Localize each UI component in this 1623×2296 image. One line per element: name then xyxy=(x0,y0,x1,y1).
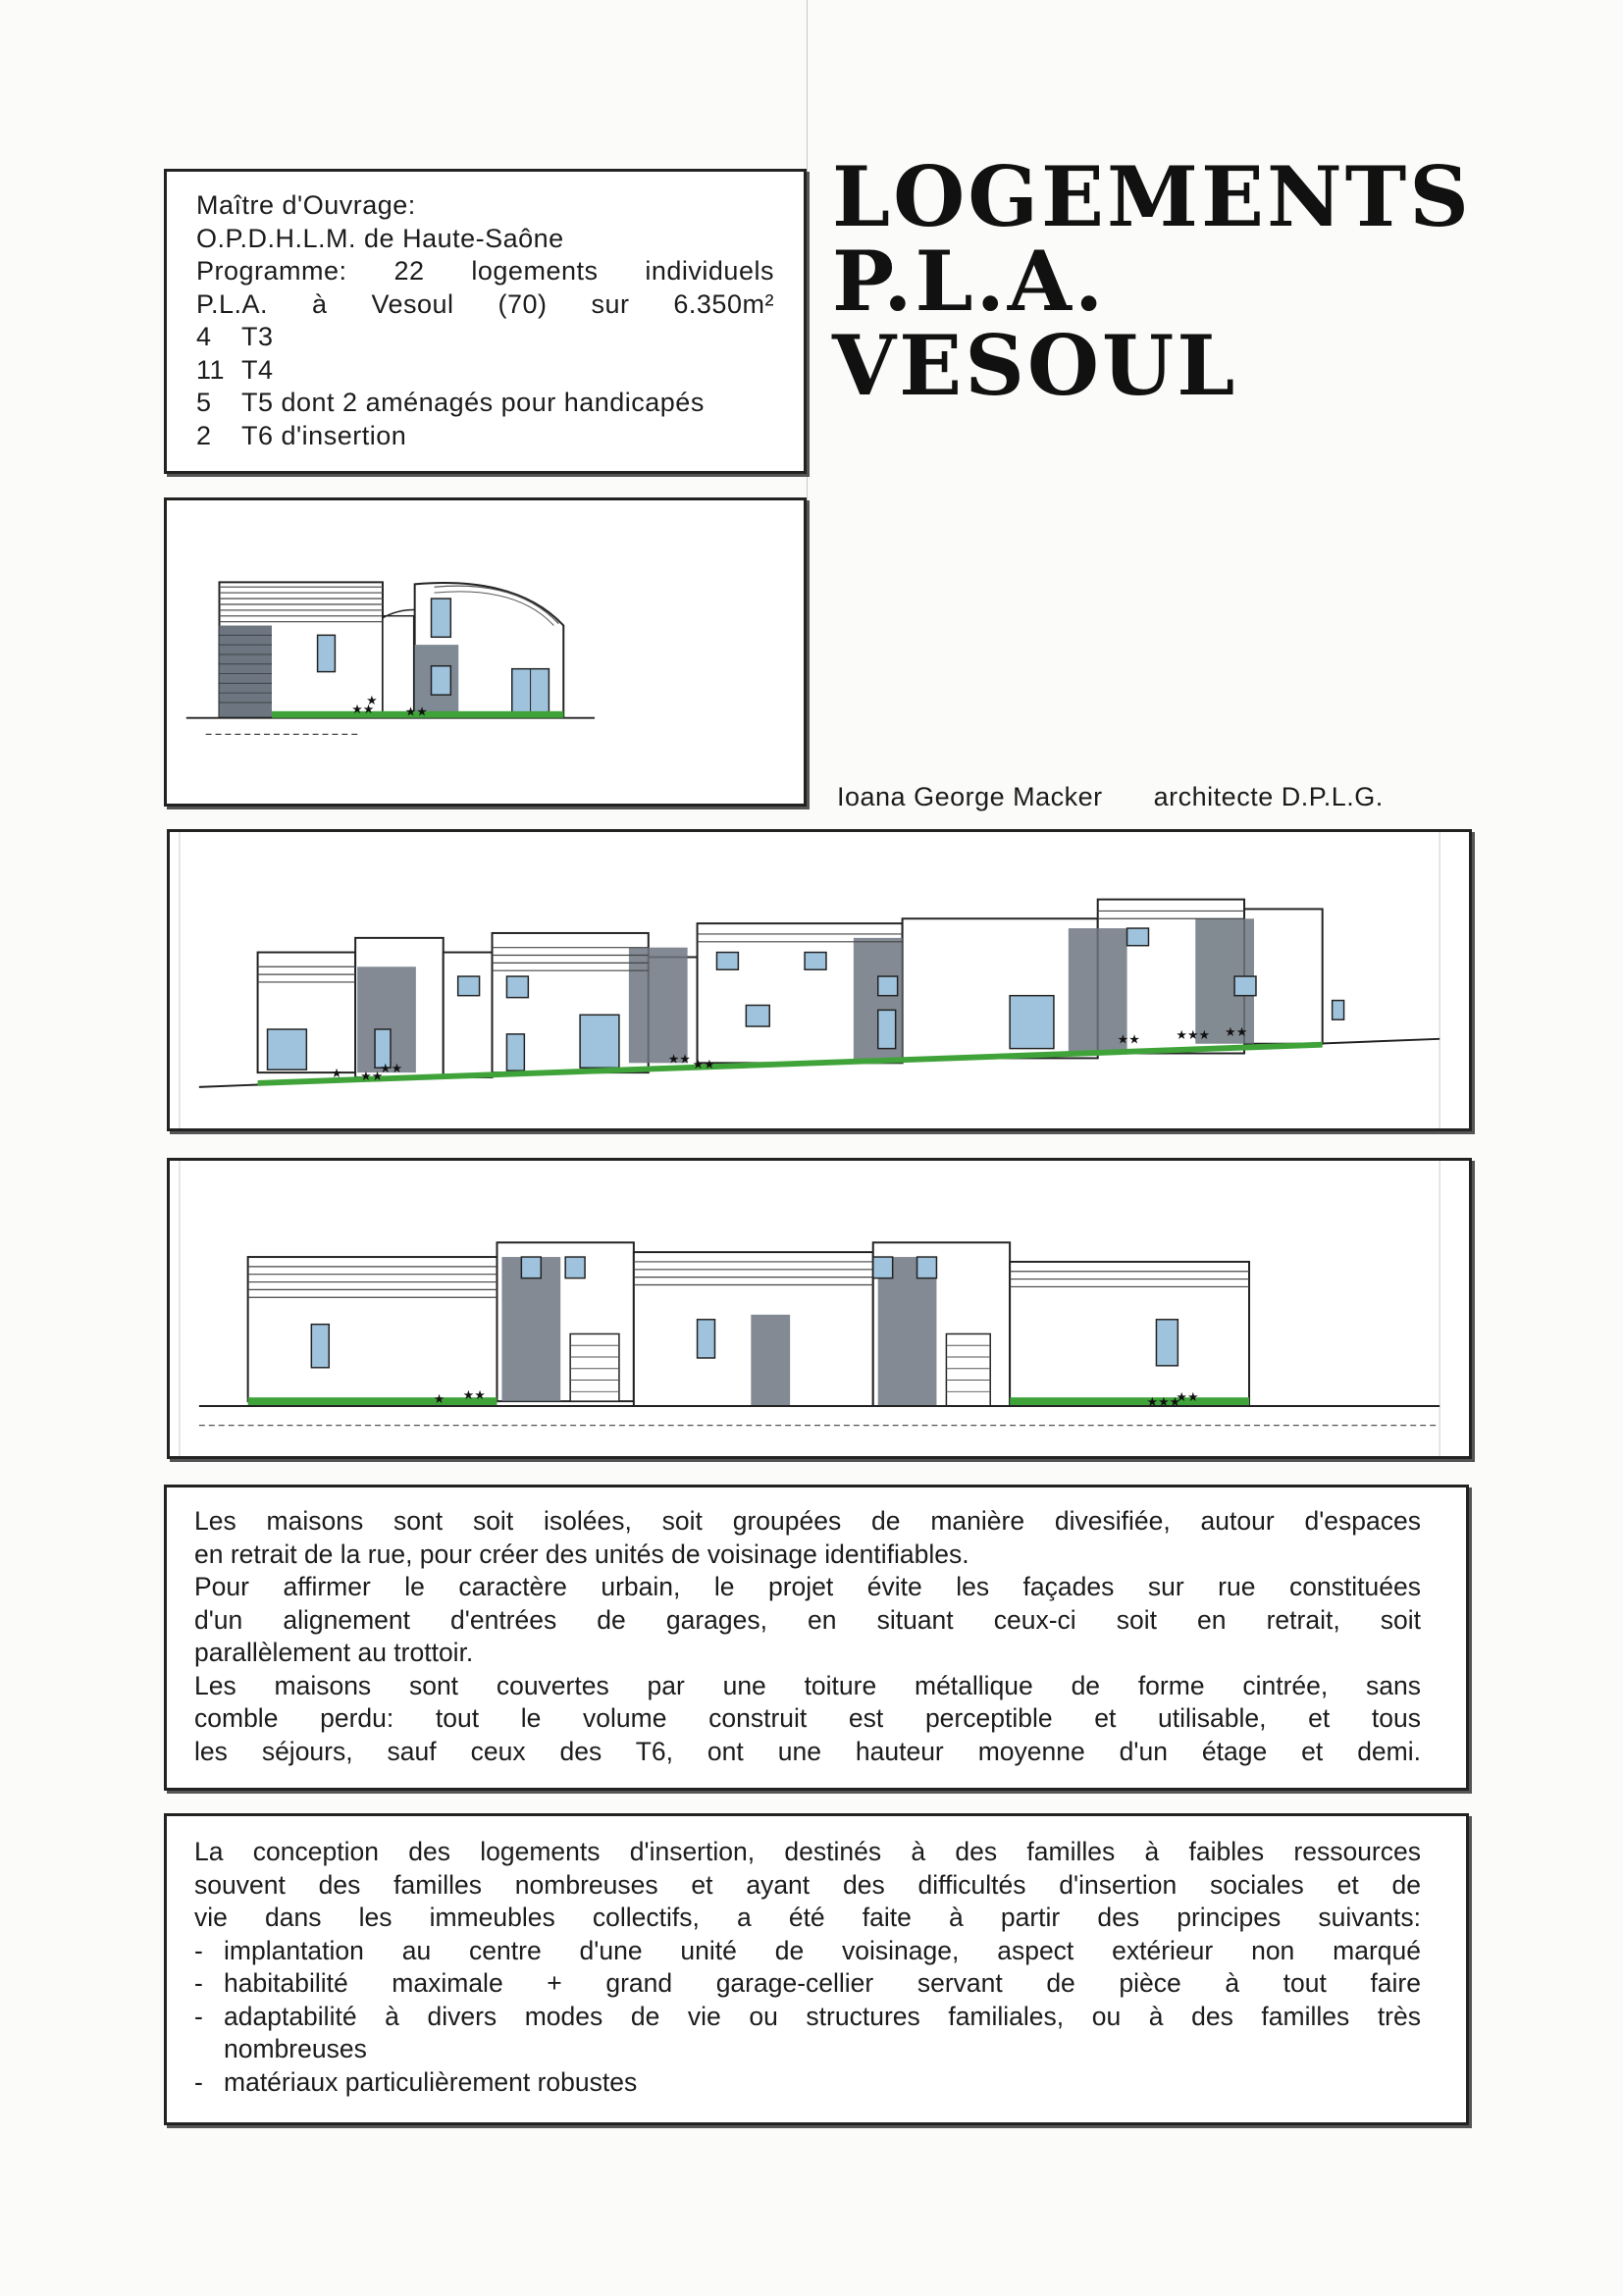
principle-item: - implantation au centre d'une unité de voisinage, aspect extérieur non marqué xyxy=(194,1935,1421,1965)
unit-type-row: 4 T3 xyxy=(196,322,274,351)
unit-type-row: 2 T6 d'insertion xyxy=(196,420,407,450)
svg-text:★: ★ xyxy=(433,1392,445,1408)
elevation-drawing-garden-row xyxy=(167,1158,1472,1459)
client-label: Maître d'Ouvrage: xyxy=(196,190,416,220)
svg-text:★★: ★★ xyxy=(360,1070,384,1084)
insertion-intro-line: vie dans les immeubles collectifs, a été faite à partir des principes suivants: xyxy=(194,1903,1421,1932)
page-fold-line xyxy=(807,0,808,805)
description-line: parallèlement au trottoir. xyxy=(194,1638,474,1667)
insertion-intro-line: La conception des logements d'insertion, destinés à des familles à faibles ressources xyxy=(194,1837,1421,1866)
program-info-box xyxy=(164,169,807,474)
svg-text:★★: ★★ xyxy=(692,1058,715,1073)
elevation-1-svg xyxy=(167,500,804,804)
description-line: Les maisons sont soit isolées, soit groupées de manière divesifiée, autour d'espaces xyxy=(194,1506,1421,1536)
project-description-box xyxy=(164,1485,1469,1791)
architect-credit xyxy=(837,782,1384,812)
description-line: Les maisons sont couvertes par une toiture métallique de forme cintrée, sans xyxy=(194,1670,1421,1700)
program-line: Programme: 22 logements individuels xyxy=(196,256,774,286)
svg-text:★★: ★★ xyxy=(404,704,428,720)
svg-text:★★: ★★ xyxy=(1176,1390,1199,1406)
svg-text:★: ★ xyxy=(331,1067,342,1082)
principle-item: - matériaux particulièrement robustes xyxy=(194,2066,638,2097)
svg-text:★★: ★★ xyxy=(351,702,375,717)
architect-title: architecte D.P.L.G. xyxy=(1153,782,1384,811)
principle-item: - adaptabilité à divers modes de vie ou structures familiales, ou à des familles très xyxy=(194,2001,1421,2031)
elevation-3-svg xyxy=(170,1161,1469,1456)
unit-type-row: 5 T5 dont 2 aménagés pour handicapés xyxy=(196,388,705,417)
description-line: en retrait de la rue, pour créer des unités de voisinage identifiables. xyxy=(194,1539,969,1569)
svg-text:★★: ★★ xyxy=(667,1052,691,1068)
svg-text:★★: ★★ xyxy=(1225,1024,1248,1040)
title-line-2: P.L.A. xyxy=(832,233,1107,330)
elevation-2-svg xyxy=(170,832,1469,1128)
unit-type-row: 11 T4 xyxy=(196,354,274,385)
principle-item: - habitabilité maximale + grand garage-cellier servant de pièce à tout faire xyxy=(194,1968,1421,1998)
insertion-principles-box xyxy=(164,1813,1469,2125)
page-title xyxy=(832,148,1472,414)
title-line-3: VESOUL xyxy=(832,317,1238,414)
svg-text:★★: ★★ xyxy=(1117,1032,1140,1048)
principle-item-continuation: nombreuses xyxy=(224,2034,367,2063)
description-line: Pour affirmer le caractère urbain, le projet évite les façades sur rue constituées xyxy=(194,1572,1421,1601)
insertion-intro-line: souvent des familles nombreuses et ayant des difficultés d'insertion sociales et de xyxy=(194,1869,1421,1900)
client-name: O.P.D.H.L.M. de Haute-Saône xyxy=(196,223,564,253)
svg-text:★★★: ★★★ xyxy=(1146,1395,1181,1410)
svg-text:★★★: ★★★ xyxy=(1176,1027,1211,1043)
svg-text:★: ★ xyxy=(366,694,378,708)
description-line: les séjours, sauf ceux des T6, ont une hauteur moyenne d'un étage et demi. xyxy=(194,1736,1421,1766)
description-line: comble perdu: tout le volume construit est perceptible et utilisable, et tous xyxy=(194,1703,1421,1733)
elevation-drawing-street-row xyxy=(167,829,1472,1131)
elevation-drawing-single-house xyxy=(164,497,807,807)
title-line-1: LOGEMENTS xyxy=(832,148,1472,245)
location-line: P.L.A. à Vesoul (70) sur 6.350m² xyxy=(196,288,774,319)
svg-text:★★: ★★ xyxy=(380,1062,403,1077)
architect-name: Ioana George Macker xyxy=(837,782,1103,811)
svg-text:★★: ★★ xyxy=(462,1388,486,1404)
description-line: d'un alignement d'entrées de garages, en situant ceux-ci soit en retrait, soit xyxy=(194,1604,1421,1635)
